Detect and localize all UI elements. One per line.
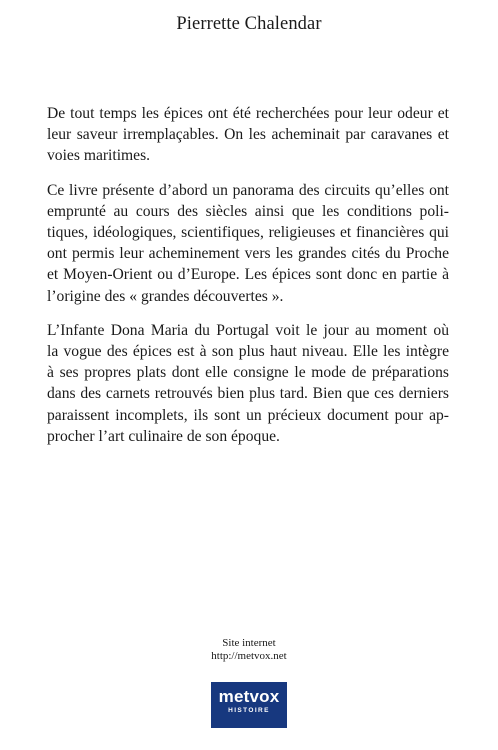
paragraph-1 bbox=[47, 103, 449, 167]
text-line: voies maritimes. bbox=[47, 147, 151, 165]
text-line: l’origine des « grandes découvertes ». bbox=[47, 287, 284, 305]
text-line: la vogue des épices est à son plus haut niveau. Elle les intègre bbox=[47, 343, 449, 361]
logo-name: metvox bbox=[218, 687, 280, 706]
text-line: procher l’art culinaire de son époque. bbox=[47, 427, 280, 445]
text-line: emprunté au cours des siècles ainsi que les conditions poli- bbox=[47, 202, 449, 220]
text-line: L’Infante Dona Maria du Portugal voit le jour au moment où bbox=[47, 321, 449, 339]
text-line: tiques, idéologiques, scientifiques, religieuses et financières qui bbox=[47, 224, 449, 242]
site-url: http://metvox.net bbox=[211, 650, 287, 662]
paragraph-2 bbox=[47, 180, 449, 307]
text-line: à ses propres plats dont elle consigne le mode de préparations bbox=[47, 364, 449, 382]
publisher-footer bbox=[0, 637, 498, 663]
metvox-logo bbox=[211, 682, 287, 728]
text-line: ont permis leur acheminement vers les grandes cités du Proche bbox=[47, 245, 449, 263]
author-name: Pierrette Chalendar bbox=[176, 14, 322, 34]
site-label: Site internet bbox=[222, 637, 276, 649]
text-line: paraissent incomplets, ils sont un précieux document pour ap- bbox=[47, 406, 449, 424]
text-line: dans des carnets retrouvés bien plus tard. Bien que ces derniers bbox=[47, 385, 449, 403]
paragraph-3 bbox=[47, 320, 449, 447]
logo-subtitle: HISTOIRE bbox=[228, 707, 270, 714]
text-line: et Moyen-Orient ou d’Europe. Les épices sont donc en partie à bbox=[47, 266, 449, 284]
text-line: De tout temps les épices ont été recherchées pour leur odeur et bbox=[47, 105, 449, 122]
text-line: Ce livre présente d’abord un panorama des circuits qu’elles ont bbox=[47, 181, 449, 199]
text-line: leur saveur irremplaçables. On les acheminait par caravanes et bbox=[47, 126, 449, 144]
back-cover-text bbox=[47, 103, 449, 460]
